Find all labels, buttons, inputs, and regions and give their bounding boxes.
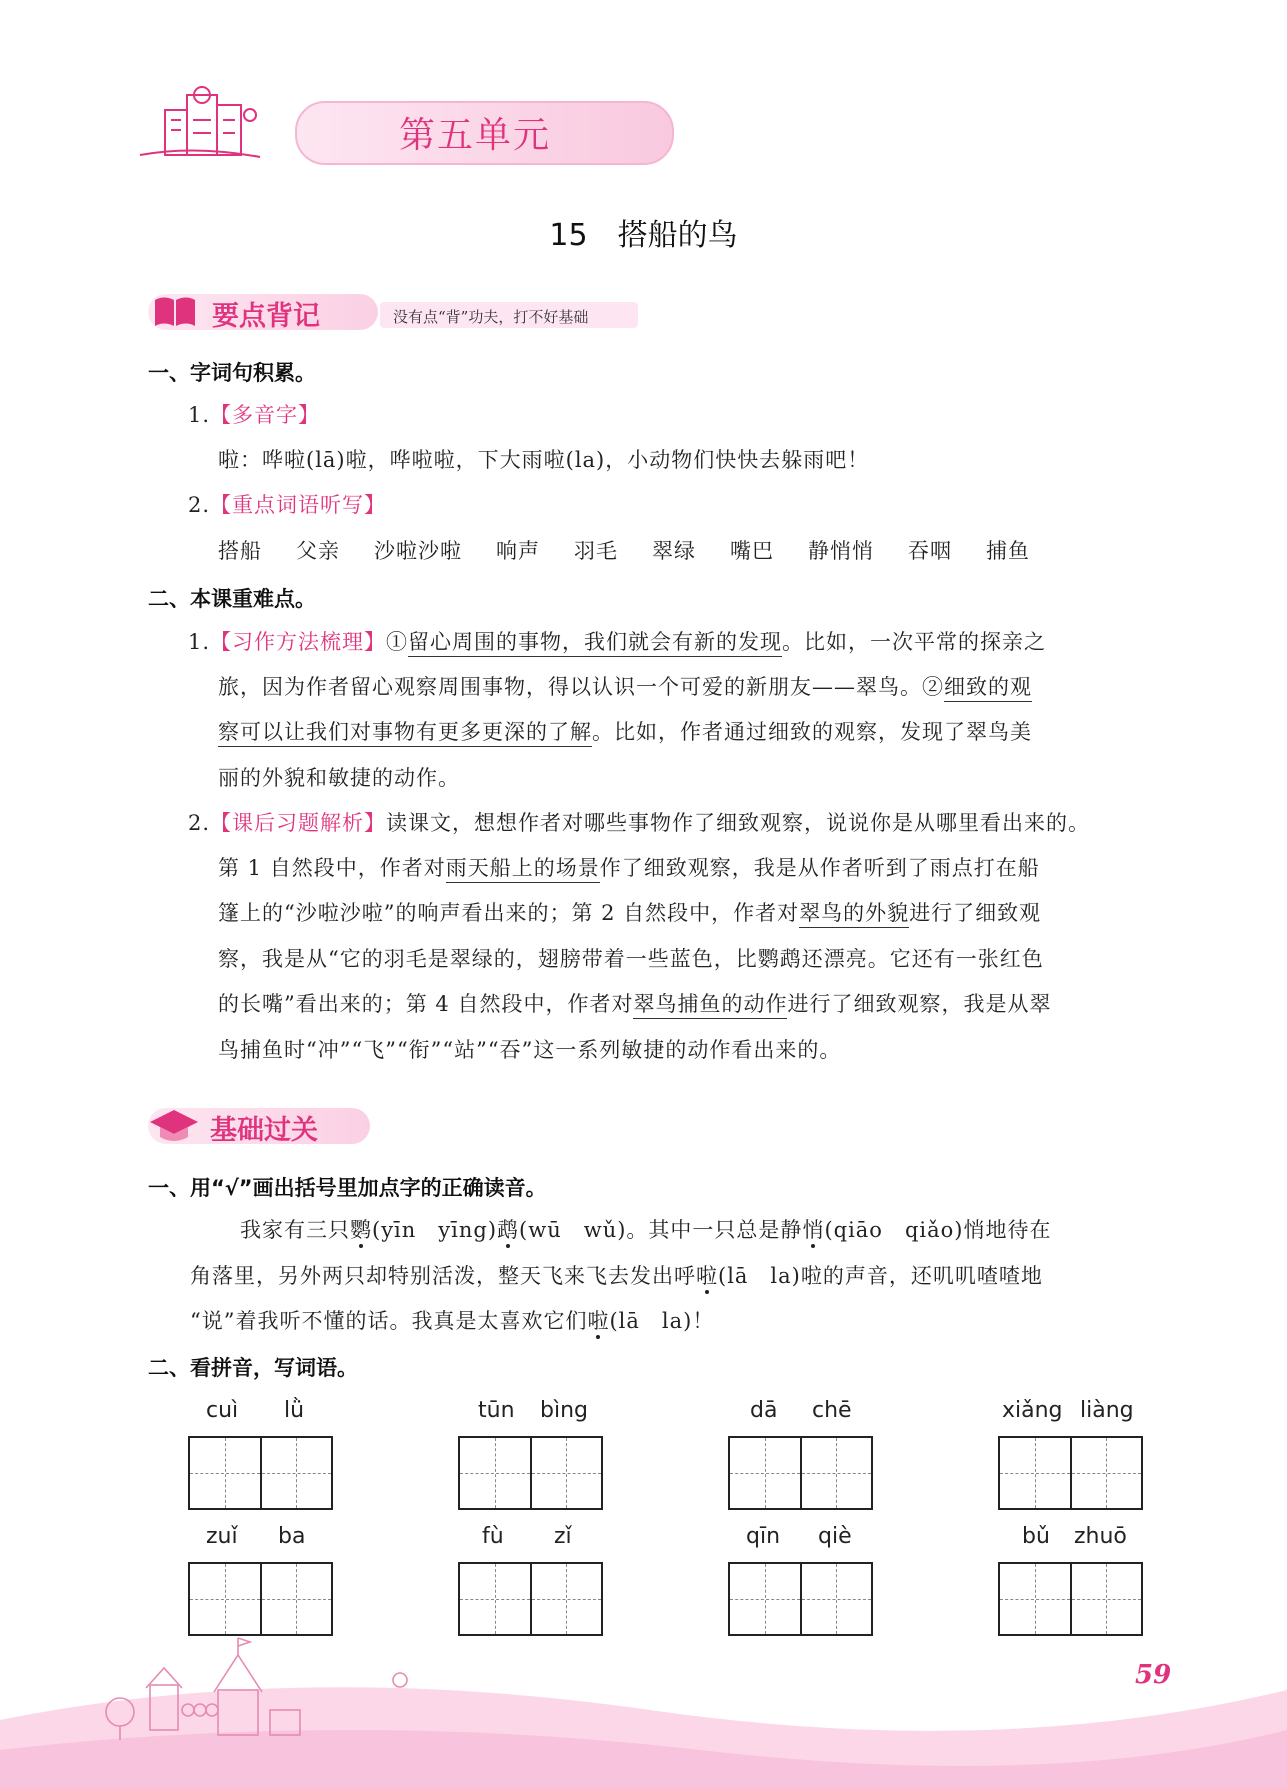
- pinyin-choice[interactable]: (lā la)啦的声音，还叽叽喳喳地: [718, 1264, 1043, 1288]
- pinyin-choice[interactable]: (yīn yīng): [372, 1218, 498, 1242]
- word: 搭船: [218, 539, 262, 563]
- question-1-line-1: 我家有三只鹦(yīn yīng)鹉(wū wǔ)。其中一只总是静悄(qiāo qiǎo)悄地待在: [240, 1218, 1052, 1242]
- pinyin-writing-group: [998, 1398, 1143, 1510]
- pinyin-writing-group: [728, 1398, 873, 1510]
- pinyin: zǐ: [554, 1524, 572, 1549]
- dotted-char: 啦: [587, 1309, 610, 1333]
- pinyin-choice[interactable]: (wū wǔ)。其中一只总是静: [519, 1218, 803, 1242]
- graduation-cap-icon: [148, 1106, 200, 1146]
- para-1-line-3: 察可以让我们对事物有更多更深的了解。比如，作者通过细致的观察，发现了翠鸟美: [218, 717, 1032, 747]
- para-1-line-4: 丽的外貌和敏捷的动作。: [218, 766, 460, 790]
- word-list: [218, 536, 1064, 566]
- item-tag: 【多音字】: [210, 403, 321, 427]
- writing-box[interactable]: [998, 1436, 1072, 1510]
- underlined-text: 留心周围的事物，我们就会有新的发现: [408, 630, 782, 657]
- pinyin: tūn: [478, 1398, 515, 1423]
- pinyin: chē: [812, 1398, 852, 1423]
- pinyin: lǜ: [284, 1398, 305, 1423]
- pinyin: qiè: [818, 1524, 852, 1549]
- section-label: 要点背记: [212, 301, 320, 332]
- question-1-line-2: 角落里，另外两只却特别活泼，整天飞来飞去发出呼啦(lā la)啦的声音，还叽叽喳喳地: [190, 1264, 1043, 1288]
- section-tab-basics: [148, 1104, 378, 1148]
- writing-box[interactable]: [458, 1436, 532, 1510]
- word: 响声: [496, 539, 540, 563]
- para-1-line-2: 旅，因为作者留心观察周围事物，得以认识一个可爱的新朋友——翠鸟。②细致的观: [218, 672, 1032, 702]
- school-building-icon: [135, 75, 275, 170]
- underlined-text: 察可以让我们对事物有更多更深的了解: [218, 720, 592, 747]
- word: 嘴巴: [730, 539, 774, 563]
- pinyin: ba: [278, 1524, 306, 1549]
- book-icon: [152, 292, 198, 330]
- dotted-char: 鹉: [497, 1218, 520, 1242]
- item-1-text: 啦：哗啦(lā)啦，哗啦啦，下大雨啦(la)，小动物们快快去躲雨吧！: [218, 448, 870, 472]
- item-number: 2.: [188, 493, 211, 517]
- underlined-text: 翠鸟捕鱼的动作: [633, 992, 787, 1019]
- writing-box[interactable]: [1072, 1436, 1144, 1510]
- word: 捕鱼: [986, 539, 1030, 563]
- item-number: 1.: [188, 403, 211, 427]
- dotted-char: 悄: [802, 1218, 825, 1242]
- para-2-line-5: 的长嘴”看出来的；第 4 自然段中，作者对翠鸟捕鱼的动作进行了细致观察，我是从翠: [218, 989, 1051, 1019]
- underlined-text: 翠鸟的外貌: [799, 901, 909, 928]
- pinyin: bǔ: [1022, 1524, 1050, 1549]
- question-1-heading: 一、用“√”画出括号里加点字的正确读音。: [148, 1176, 547, 1200]
- unit-title: 第五单元: [398, 115, 551, 156]
- item-2: [188, 490, 386, 520]
- footer-decoration: [0, 1600, 1287, 1789]
- item-tag: 【课后习题解析】: [210, 811, 387, 835]
- dotted-char: 鹦: [350, 1218, 372, 1242]
- pinyin: zuǐ: [206, 1524, 238, 1549]
- section-tab-key-points: [148, 290, 638, 334]
- writing-box[interactable]: [532, 1436, 604, 1510]
- pinyin: qīn: [746, 1524, 781, 1549]
- section-label: 基础过关: [210, 1115, 318, 1146]
- pinyin: fù: [482, 1524, 504, 1549]
- pinyin-writing-group: [188, 1398, 333, 1510]
- para-2-line-4: 察，我是从“它的羽毛是翠绿的，翅膀带着一些蓝色，比鹦鹉还漂亮。它还有一张红色: [218, 947, 1044, 971]
- lesson-title: 15 搭船的鸟: [549, 218, 738, 253]
- pinyin: xiǎng: [1002, 1398, 1063, 1423]
- page-number: 59: [1135, 1660, 1172, 1690]
- question-1-line-3: “说”着我听不懂的话。我真是太喜欢它们啦(lā la)！: [190, 1309, 715, 1333]
- section-note: 没有点“背”功夫，打不好基础: [393, 308, 589, 326]
- word: 静悄悄: [808, 539, 874, 563]
- item-tag: 【习作方法梳理】: [210, 630, 387, 654]
- part-heading: 一、字词句积累。: [148, 361, 316, 385]
- pinyin: zhuō: [1074, 1524, 1127, 1549]
- writing-box[interactable]: [728, 1436, 802, 1510]
- item-tag: 【重点词语听写】: [210, 493, 387, 517]
- pinyin-choice[interactable]: (qiāo qiǎo)悄地待在: [824, 1218, 1052, 1242]
- underlined-text: 细致的观: [944, 675, 1032, 702]
- underlined-text: 雨天船上的场景: [446, 856, 600, 883]
- pinyin-choice[interactable]: (lā la)！: [609, 1309, 715, 1333]
- para-2-line-6: 鸟捕鱼时“冲”“飞”“衔”“站”“吞”这一系列敏捷的动作看出来的。: [218, 1038, 842, 1062]
- pinyin: bìng: [540, 1398, 588, 1423]
- writing-box[interactable]: [802, 1436, 874, 1510]
- pinyin: cuì: [206, 1398, 239, 1423]
- dotted-char: 啦: [696, 1264, 718, 1288]
- para-1-line-1: 1.【习作方法梳理】①留心周围的事物，我们就会有新的发现。比如，一次平常的探亲之: [188, 627, 1046, 657]
- question-2-heading: 二、看拼音，写词语。: [148, 1356, 358, 1380]
- pinyin-writing-group: [458, 1398, 603, 1510]
- part-heading: 二、本课重难点。: [148, 587, 316, 611]
- pinyin: liàng: [1080, 1398, 1134, 1423]
- para-2-line-2: 第 1 自然段中，作者对雨天船上的场景作了细致观察，我是从作者听到了雨点打在船: [218, 853, 1040, 883]
- para-2-line-3: 篷上的“沙啦沙啦”的响声看出来的；第 2 自然段中，作者对翠鸟的外貌进行了细致观: [218, 898, 1041, 928]
- word: 羽毛: [574, 539, 618, 563]
- item-1: [188, 400, 320, 430]
- writing-box[interactable]: [188, 1436, 262, 1510]
- word: 父亲: [296, 539, 340, 563]
- writing-box[interactable]: [262, 1436, 334, 1510]
- word: 翠绿: [652, 539, 696, 563]
- word: 沙啦沙啦: [374, 539, 462, 563]
- unit-banner: [135, 95, 551, 167]
- word: 吞咽: [908, 539, 952, 563]
- para-2-line-1: 2.【课后习题解析】读课文，想想作者对哪些事物作了细致观察，说说你是从哪里看出来的。: [188, 811, 1091, 835]
- pinyin: dā: [750, 1398, 778, 1423]
